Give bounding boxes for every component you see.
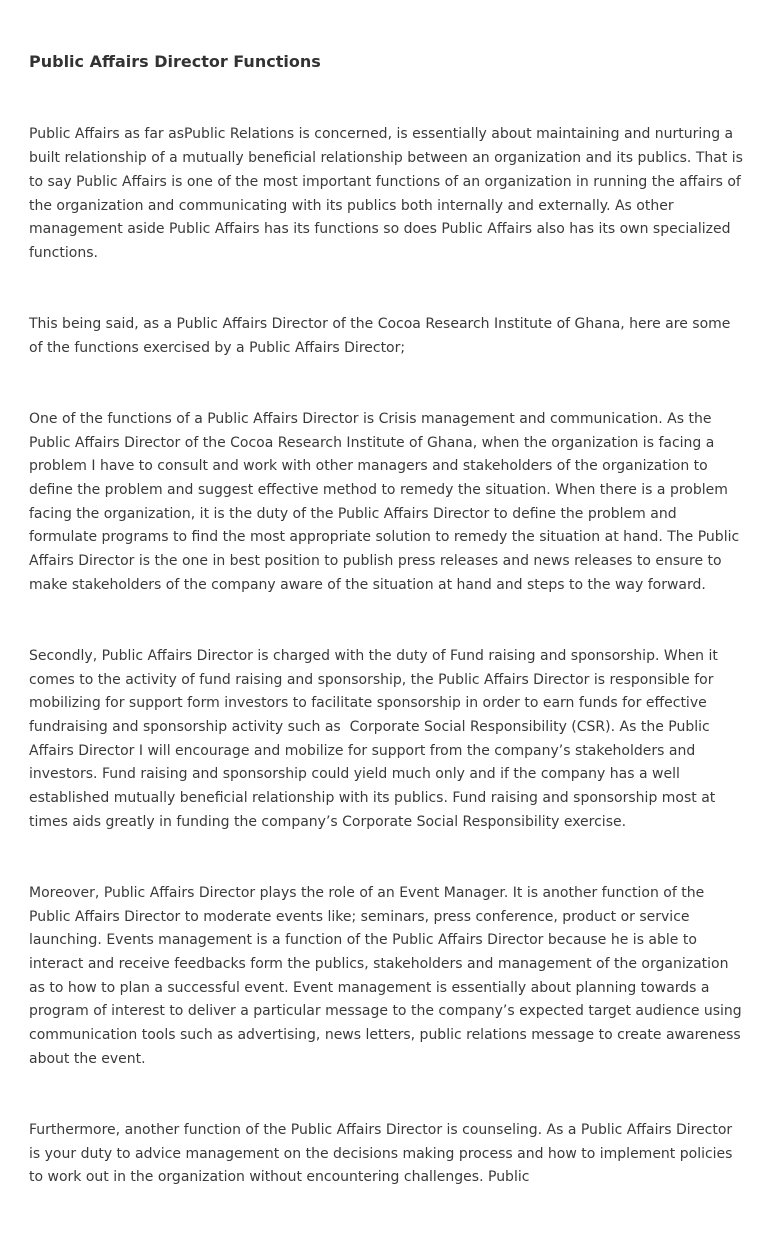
- paragraph-fund-raising: Secondly, Public Affairs Director is charged with the duty of Fund raising and sponsorship. When it comes to the activity of fund raising and sponsorship, the Public Affairs Director is responsible for mobilizing for support form investors to facilitate sponsorship in order to earn funds for effective fundraising and sponsorship activity such as Corporate Social Responsibility (CSR). As the Public Affairs Director I will encourage and mobilize for support from the company’s stakeholders and investors. Fund raising and sponsorship could yield much only and if the company has a well established mutually beneficial relationship with its publics. Fund raising and sponsorship most at times aids greatly in funding the company’s Corporate Social Responsibility exercise.: [29, 647, 723, 830]
- paragraph-counseling: Furthermore, another function of the Public Affairs Director is counseling. As a Public Affairs Director is your duty to advice management on the decisions making process and how to implement policies to work out in the organization without encountering challenges. Public: [29, 1121, 737, 1186]
- document-title: Public Affairs Director Functions: [29, 52, 321, 71]
- paragraph-intro: Public Affairs as far asPublic Relations is concerned, is essentially about maintaining and nurturing a built relationship of a mutually beneficial relationship between an organization and its publics. That is to say Public Affairs is one of the most important functions of an organization in running the affairs of the organization and communicating with its publics both internally and externally. As other management aside Public Affairs has its functions so does Public Affairs also has its own specialized functions.: [29, 126, 748, 261]
- paragraph-crisis-management: One of the functions of a Public Affairs Director is Crisis management and communication. As the Public Affairs Director of the Cocoa Research Institute of Ghana, when the organization is facing a problem I have to consult and work with other managers and stakeholders of the organization to define the problem and suggest effective method to remedy the situation. When there is a problem facing the organization, it is the duty of the Public Affairs Director to define the problem and formulate programs to find the most appropriate solution to remedy the situation at hand. The Public Affairs Director is the one in best position to publish press releases and news releases to ensure to make stakeholders of the company aware of the situation at hand and steps to the way forward.: [29, 410, 744, 593]
- document-body: [29, 76, 748, 1237]
- paragraph-event-management: Moreover, Public Affairs Director plays the role of an Event Manager. It is another function of the Public Affairs Director to moderate events like; seminars, press conference, product or service launching. Events management is a function of the Public Affairs Director because he is able to interact and receive feedbacks form the publics, stakeholders and management of the organization as to how to plan a successful event. Event management is essentially about planning towards a program of interest to deliver a particular message to the company’s expected target audience using communication tools such as advertising, news letters, public relations message to create awareness about the event.: [29, 884, 747, 1067]
- paragraph-context: This being said, as a Public Affairs Director of the Cocoa Research Institute of Ghana, here are some of the functions exercised by a Public Affairs Director;: [29, 316, 735, 356]
